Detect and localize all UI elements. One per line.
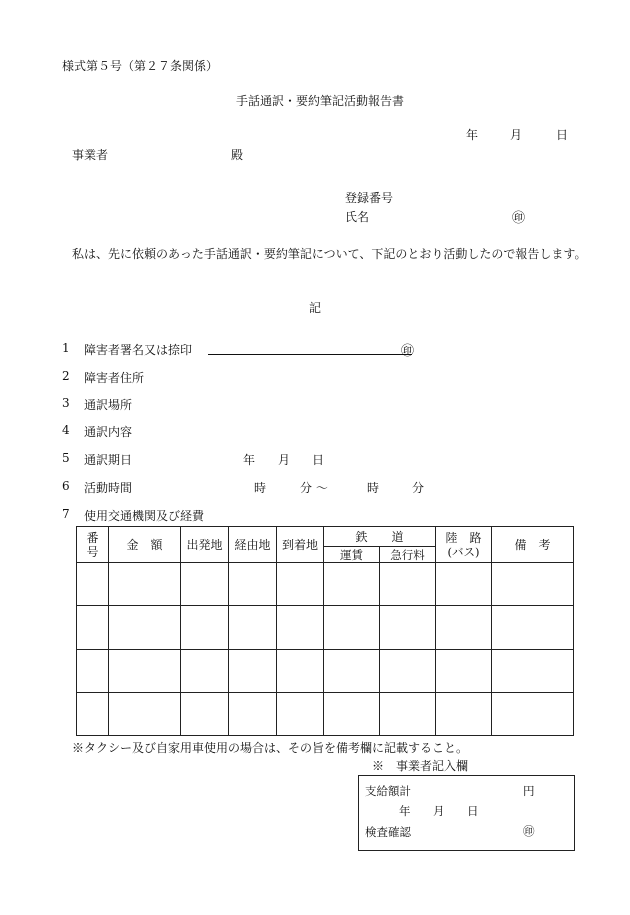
table-cell[interactable] — [436, 606, 492, 649]
item-number: 1 — [62, 341, 70, 355]
year-label: 年 — [243, 453, 256, 467]
day-label: 日 — [312, 453, 325, 467]
item-label: 使用交通機関及び経費 — [84, 509, 205, 523]
header-arrival: 到着地 — [277, 527, 324, 563]
header-express: 急行料 — [380, 547, 436, 563]
table-cell[interactable] — [277, 692, 324, 735]
document-title: 手話通訳・要約筆記活動報告書 — [236, 94, 405, 108]
minute-label: 分 — [412, 481, 425, 495]
table-cell[interactable] — [492, 606, 574, 649]
table-note: ※タクシー及び自家用車使用の場合は、その旨を備考欄に記載すること。 — [72, 741, 469, 755]
hour-label: 時 — [367, 481, 380, 495]
seal-icon: ㊞ — [512, 211, 526, 226]
business-box-title: ※ 事業者記入欄 — [372, 759, 469, 773]
table-cell[interactable] — [77, 692, 109, 735]
table-cell[interactable] — [77, 649, 109, 692]
seal-icon: ㊞ — [523, 824, 535, 838]
table-cell[interactable] — [109, 606, 181, 649]
statement-text: 私は、先に依頼のあった手話通訳・要約筆記について、下記のとおり活動したので報告します。 — [72, 247, 587, 261]
table-cell[interactable] — [77, 563, 109, 606]
signature-line[interactable] — [208, 340, 412, 355]
header-number: 番 号 — [77, 527, 109, 563]
table-cell[interactable] — [229, 692, 277, 735]
expense-table — [76, 526, 574, 736]
item-label: 通訳内容 — [84, 425, 133, 439]
month-label: 月 — [278, 453, 291, 467]
name-label: 氏名 — [345, 210, 370, 224]
date-day-label: 日 — [556, 128, 569, 142]
table-cell[interactable] — [277, 563, 324, 606]
table-cell[interactable] — [77, 606, 109, 649]
table-cell[interactable] — [324, 649, 380, 692]
item-label: 通訳場所 — [84, 398, 133, 412]
total-label: 支給額計 — [365, 784, 411, 798]
item-number: 5 — [62, 451, 70, 465]
table-cell[interactable] — [492, 563, 574, 606]
header-via: 経由地 — [229, 527, 277, 563]
seal-icon: ㊞ — [401, 344, 415, 359]
table-cell[interactable] — [181, 649, 229, 692]
header-amount: 金 額 — [109, 527, 181, 563]
addressee-label: 事業者 — [72, 148, 109, 162]
table-row — [77, 606, 574, 649]
table-cell[interactable] — [277, 649, 324, 692]
table-cell[interactable] — [436, 563, 492, 606]
table-row — [77, 563, 574, 606]
table-row — [77, 649, 574, 692]
item-number: 7 — [62, 507, 70, 521]
table-cell[interactable] — [492, 692, 574, 735]
table-cell[interactable] — [277, 606, 324, 649]
form-number: 様式第５号（第２７条関係） — [62, 59, 219, 73]
header-land: 陸 路 (バス) — [436, 527, 492, 563]
table-cell[interactable] — [181, 606, 229, 649]
table-cell[interactable] — [229, 606, 277, 649]
minute-range-label: 分 ～ — [300, 481, 328, 495]
table-cell[interactable] — [324, 606, 380, 649]
yen-label: 円 — [523, 784, 535, 798]
item-number: 6 — [62, 479, 70, 493]
item-number: 4 — [62, 423, 70, 437]
table-cell[interactable] — [380, 692, 436, 735]
table-cell[interactable] — [324, 692, 380, 735]
table-cell[interactable] — [229, 649, 277, 692]
table-cell[interactable] — [181, 692, 229, 735]
item-label: 通訳期日 — [84, 453, 133, 467]
header-fare: 運賃 — [324, 547, 380, 563]
table-cell[interactable] — [229, 563, 277, 606]
table-cell[interactable] — [324, 563, 380, 606]
table-cell[interactable] — [436, 649, 492, 692]
date-month-label: 月 — [510, 128, 523, 142]
date-year-label: 年 — [466, 128, 479, 142]
hour-label: 時 — [254, 481, 267, 495]
day-label: 日 — [467, 804, 479, 818]
table-cell[interactable] — [380, 649, 436, 692]
addressee-suffix: 殿 — [231, 148, 244, 162]
registration-label: 登録番号 — [345, 191, 394, 205]
table-cell[interactable] — [380, 606, 436, 649]
year-label: 年 — [399, 804, 411, 818]
item-number: 2 — [62, 369, 70, 383]
item-label: 障害者住所 — [84, 371, 145, 385]
table-row — [77, 692, 574, 735]
business-entry-box — [358, 775, 575, 851]
table-cell[interactable] — [380, 563, 436, 606]
item-label: 活動時間 — [84, 481, 133, 495]
table-cell[interactable] — [436, 692, 492, 735]
table-cell[interactable] — [492, 649, 574, 692]
header-railway: 鉄 道 — [324, 527, 436, 547]
item-number: 3 — [62, 396, 70, 410]
ki-heading: 記 — [309, 301, 322, 315]
item-label: 障害者署名又は捺印 — [84, 343, 193, 357]
table-cell[interactable] — [109, 692, 181, 735]
table-cell[interactable] — [181, 563, 229, 606]
table-cell[interactable] — [109, 649, 181, 692]
month-label: 月 — [433, 804, 445, 818]
table-cell[interactable] — [109, 563, 181, 606]
header-remarks: 備 考 — [492, 527, 574, 563]
check-label: 検査確認 — [365, 825, 411, 839]
header-departure: 出発地 — [181, 527, 229, 563]
